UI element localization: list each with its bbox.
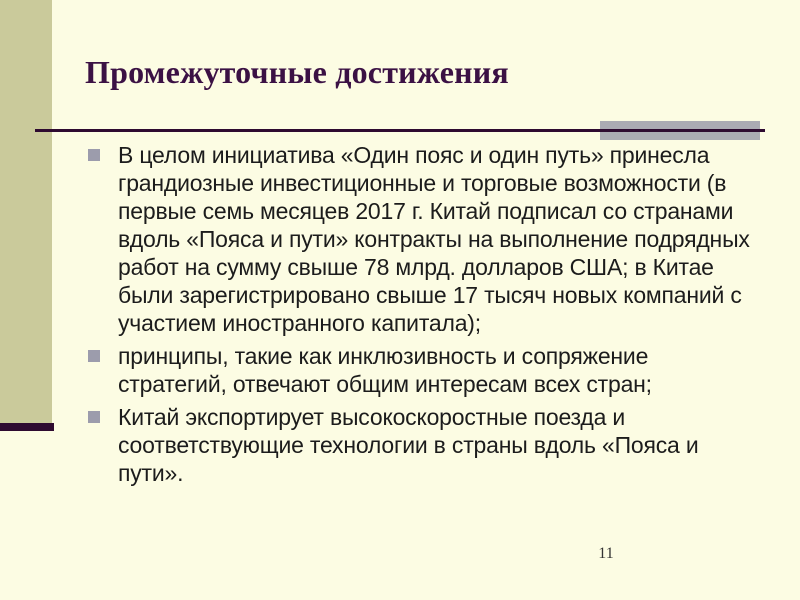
list-item [88,141,750,337]
page-number: 11 [598,545,614,562]
bullet-text: В целом инициатива «Один пояс и один путь» принесла грандиозные инвестиционные и торговые возможности (в первые семь месяцев 2017 г. Китай подписал со странами вдоль «Пояса и пути» контракты на выполнение подрядных работ на сумму свыше 78 млрд. долларов США; в Китае были зарегистрировано свыше 17 тысяч новых компаний с участием иностранного капитала); [118,142,750,336]
square-bullet-icon [88,350,100,362]
bullet-list [88,141,750,492]
square-bullet-icon [88,149,100,161]
slide-title: Промежуточные достижения [85,54,509,91]
left-stripe-decoration [0,0,52,423]
title-rule-line [35,129,765,132]
list-item [88,403,750,487]
bullet-text: принципы, такие как инклюзивность и сопряжение стратегий, отвечают общим интересам всех стран; [118,343,652,397]
square-bullet-icon [88,411,100,423]
list-item [88,342,750,398]
bullet-text: Китай экспортирует высокоскоростные поезда и соответствующие технологии в страны вдоль «Пояса и пути». [118,404,699,486]
left-stripe-accent-bar [0,423,54,431]
